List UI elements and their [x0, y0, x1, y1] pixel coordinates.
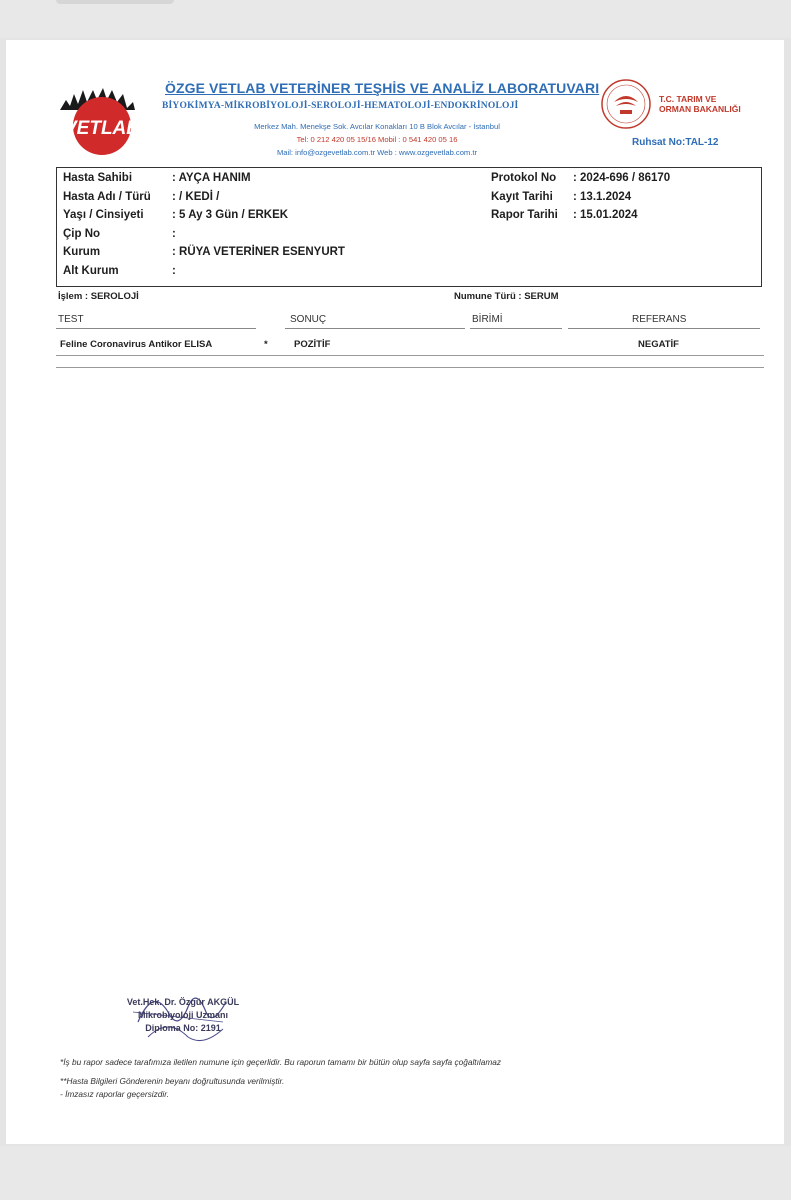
header-underline [568, 328, 760, 329]
signature-block [108, 996, 258, 1035]
patient-name-value: : / KEDİ / [172, 191, 220, 203]
bottom-bar [0, 1146, 791, 1200]
institution-label: Kurum [63, 246, 101, 258]
patient-info-box [56, 167, 762, 287]
ministry-name-line1: T.C. TARIM VE [659, 94, 717, 104]
procedure-type: İşlem : SEROLOJİ [58, 291, 139, 302]
footnote: *İş bu rapor sadece tarafımıza iletilen numune için geçerlidir. Bu raporun tamamı bir bütün olup sayfa sayfa çoğaltılamaz [60, 1057, 502, 1067]
sub-institution-label: Alt Kurum [63, 265, 119, 277]
row-divider [56, 355, 764, 356]
chip-label: Çip No [63, 228, 101, 240]
result-reference: NEGATİF [638, 339, 679, 350]
age-value: : 5 Ay 3 Gün / ERKEK [172, 209, 289, 221]
ministry-name [659, 94, 741, 114]
ministry-emblem-icon [600, 78, 652, 130]
signature-diploma: Diploma No: 2191 [145, 1023, 221, 1033]
owner-label: Hasta Sahibi [63, 172, 133, 184]
result-test-name: Feline Coronavirus Antikor ELISA [60, 339, 213, 350]
owner-value: : AYÇA HANIM [172, 172, 251, 184]
col-header-result: SONUÇ [290, 314, 327, 325]
signature-name: Vet.Hek. Dr. Özgür AKGÜL [126, 997, 240, 1007]
signature-title: Mikrobiyoloji Uzmanı [137, 1010, 228, 1020]
col-header-test: TEST [58, 314, 84, 325]
lab-name: ÖZGE VETLAB VETERİNER TEŞHİS VE ANALİZ LABORATUVARI [165, 80, 600, 96]
lab-address: Merkez Mah. Menekşe Sok. Avcılar Konakları 10 B Blok Avcılar - İstanbul [254, 122, 500, 131]
license-number: Ruhsat No:TAL-12 [632, 137, 719, 148]
sub-institution-value: : [172, 265, 176, 277]
footnote: **Hasta Bilgileri Gönderenin beyanı doğrultusunda verilmiştir. [60, 1076, 285, 1086]
result-flag: * [264, 339, 268, 350]
registration-label: Kayıt Tarihi [491, 191, 553, 203]
header-underline [285, 328, 465, 329]
svg-text:VETLAB: VETLAB [64, 118, 140, 139]
chip-value: : [172, 228, 176, 240]
report-date-label: Rapor Tarihi [491, 209, 558, 221]
patient-name-label: Hasta Adı / Türü [63, 191, 151, 203]
col-header-unit: BİRİMİ [472, 314, 503, 325]
top-tab [56, 0, 174, 4]
vetlab-logo [56, 80, 148, 158]
header-underline [56, 328, 256, 329]
protocol-value: : 2024-696 / 86170 [573, 172, 671, 184]
lab-web: Mail: info@ozgevetlab.com.tr Web : www.ozgevetlab.com.tr [276, 148, 478, 157]
institution-value: : RÜYA VETERİNER ESENYURT [172, 246, 345, 258]
lab-subtitle: BİYOKİMYA-MİKROBİYOLOJİ-SEROLOJİ-HEMATOLOJİ-ENDOKRİNOLOJİ [162, 101, 519, 111]
row-divider [56, 367, 764, 368]
header-underline [470, 328, 562, 329]
lab-phones: Tel: 0 212 420 05 15/16 Mobil : 0 541 420 05 16 [296, 135, 458, 144]
ministry-name-line2: ORMAN BAKANLIĞI [659, 104, 741, 114]
top-bar [0, 0, 791, 38]
sample-type: Numune Türü : SERUM [454, 291, 559, 302]
registration-value: : 13.1.2024 [573, 191, 632, 203]
result-value: POZİTİF [294, 339, 331, 350]
protocol-label: Protokol No [491, 172, 557, 184]
age-label: Yaşı / Cinsiyeti [63, 209, 144, 221]
col-header-reference: REFERANS [632, 314, 687, 325]
footnote: - İmzasız raporlar geçersizdir. [60, 1089, 169, 1099]
report-date-value: : 15.01.2024 [573, 209, 638, 221]
